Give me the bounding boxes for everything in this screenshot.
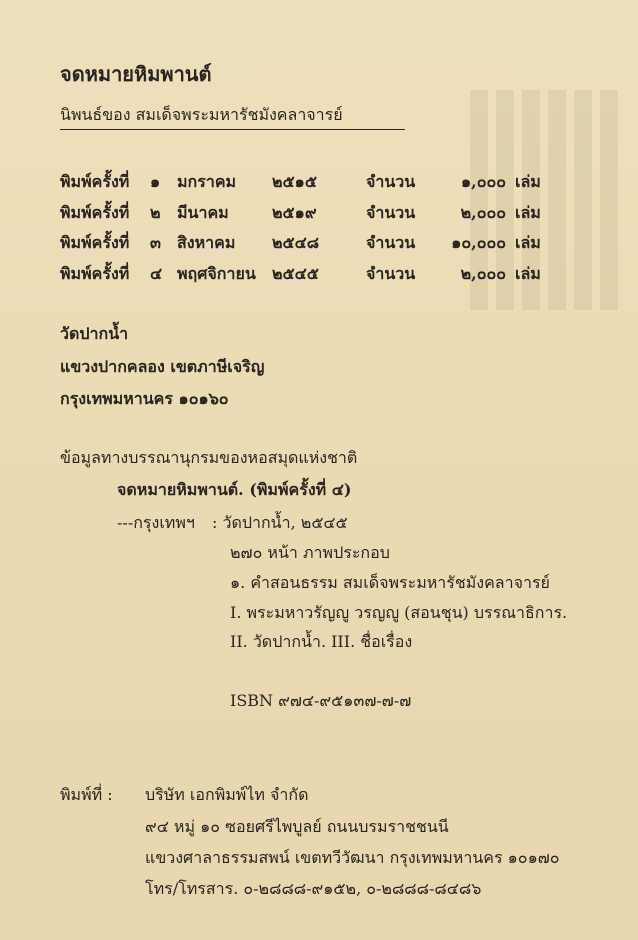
book-title: จดหมายหิมพานต์ [60, 62, 212, 86]
quantity-unit: เล่ม [515, 233, 541, 252]
printer-label: พิมพ์ที่ : [60, 785, 113, 804]
author-underline [60, 129, 405, 130]
quantity-value: ๒,๐๐๐ [460, 203, 506, 222]
printing-month: มกราคม [177, 172, 237, 191]
cip-extra-entries: II. วัดปากน้ำ. III. ชื่อเรื่อง [230, 632, 413, 651]
printer-address-line1: ๙๔ หมู่ ๑๐ ซอยศรีไพบูลย์ ถนนบรมราชชนนี [145, 817, 449, 836]
quantity-value: ๒,๐๐๐ [460, 264, 506, 283]
printing-year: ๒๕๔๘ [272, 233, 320, 252]
printing-month: สิงหาคม [177, 233, 236, 252]
cip-book-title: จดหมายหิมพานต์. (พิมพ์ครั้งที่ ๔) [117, 480, 352, 499]
printing-year: ๒๕๑๙ [272, 203, 317, 222]
publisher-district: แขวงปากคลอง เขตภาษีเจริญ [60, 357, 265, 376]
publisher-name: วัดปากน้ำ [60, 324, 129, 343]
printing-number: ๓ [150, 233, 161, 252]
printing-label: พิมพ์ครั้งที่ [60, 203, 130, 222]
cip-subject: ๑. คำสอนธรรม สมเด็จพระมหารัชมังคลาจารย์ [230, 573, 550, 592]
cip-editor: I. พระมหาวรัญญู วรญญู (สอนชุน) บรรณาธิการ. [230, 603, 568, 622]
quantity-unit: เล่ม [515, 172, 541, 191]
isbn: ISBN ๙๗๔-๙๕๑๓๗-๗-๗ [230, 691, 412, 710]
printing-row [60, 170, 540, 194]
printing-year: ๒๕๔๕ [272, 264, 319, 283]
printing-number: ๒ [150, 203, 161, 222]
quantity-unit: เล่ม [515, 203, 541, 222]
printing-year: ๒๕๑๕ [272, 172, 317, 191]
publisher-city: กรุงเทพมหานคร ๑๐๑๖๐ [60, 389, 229, 408]
printing-row [60, 201, 540, 225]
printer-phone: โทร/โทรสาร. ๐-๒๘๘๘-๙๑๕๒, ๐-๒๘๘๘-๘๔๘๖ [145, 879, 482, 898]
quantity-unit: เล่ม [515, 264, 541, 283]
printing-label: พิมพ์ครั้งที่ [60, 233, 130, 252]
printing-month: มีนาคม [177, 203, 229, 222]
printer-name: บริษัท เอกพิมพ์ไท จำกัด [145, 785, 309, 804]
printing-row [60, 262, 540, 286]
cip-heading: ข้อมูลทางบรรณานุกรมของหอสมุดแห่งชาติ [60, 448, 358, 467]
cip-place-publisher: : วัดปากน้ำ, ๒๕๔๕ [212, 513, 348, 532]
printing-row [60, 231, 540, 255]
printing-label: พิมพ์ครั้งที่ [60, 172, 130, 191]
printing-number: ๔ [150, 264, 163, 283]
quantity-value: ๑,๐๐๐ [460, 172, 506, 191]
printer-address-line2: แขวงศาลาธรรมสพน์ เขตทวีวัฒนา กรุงเทพมหานคร ๑๐๑๗๐ [145, 848, 560, 867]
quantity-label: จำนวน [366, 203, 416, 222]
quantity-label: จำนวน [366, 233, 416, 252]
printing-number: ๑ [150, 172, 161, 191]
printing-label: พิมพ์ครั้งที่ [60, 264, 130, 283]
cip-pages: ๒๗๐ หน้า ภาพประกอบ [230, 543, 390, 562]
printing-month: พฤศจิกายน [177, 264, 256, 283]
cip-place-prefix: ---กรุงเทพฯ [117, 513, 195, 532]
quantity-label: จำนวน [366, 264, 416, 283]
quantity-value: ๑๐,๐๐๐ [451, 233, 506, 252]
author-line-text: นิพนธ์ของ สมเด็จพระมหารัชมังคลาจารย์ [60, 105, 343, 124]
quantity-label: จำนวน [366, 172, 416, 191]
